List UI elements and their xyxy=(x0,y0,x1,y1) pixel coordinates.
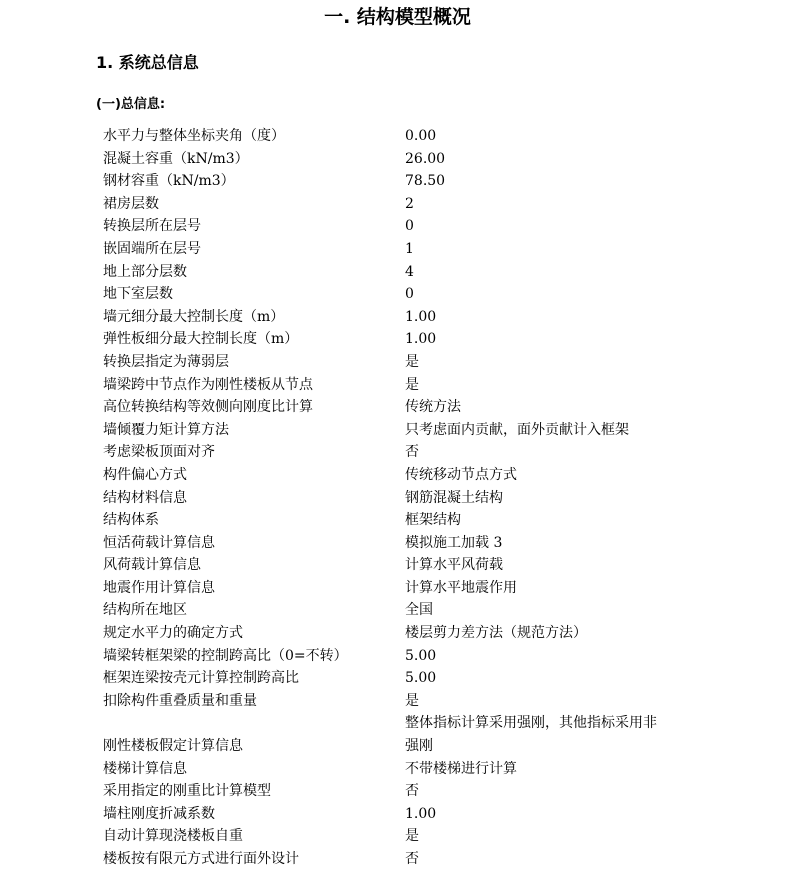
info-label: 墙梁跨中节点作为刚性楼板从节点 xyxy=(103,376,313,393)
info-label: 转换层指定为薄弱层 xyxy=(103,353,229,370)
info-label: 地下室层数 xyxy=(103,286,173,303)
info-label: 楼梯计算信息 xyxy=(103,760,187,777)
info-value: 否 xyxy=(405,444,419,461)
info-row xyxy=(103,125,723,148)
info-row xyxy=(103,712,723,735)
info-row xyxy=(103,283,723,306)
info-row xyxy=(103,622,723,645)
info-value: 5.00 xyxy=(405,647,437,664)
info-value: 强刚 xyxy=(405,738,433,755)
info-row xyxy=(103,419,723,442)
info-row xyxy=(103,487,723,510)
info-label: 框架连梁按壳元计算控制跨高比 xyxy=(103,670,299,687)
info-row xyxy=(103,351,723,374)
info-row xyxy=(103,803,723,826)
info-value: 2 xyxy=(405,195,414,212)
info-value: 否 xyxy=(405,783,419,800)
info-label: 风荷载计算信息 xyxy=(103,557,201,574)
info-label: 自动计算现浇楼板自重 xyxy=(103,828,243,845)
info-label: 结构体系 xyxy=(103,512,159,529)
info-label: 钢材容重（kN/m3） xyxy=(103,173,235,190)
info-value: 5.00 xyxy=(405,670,437,687)
info-label: 裙房层数 xyxy=(103,195,159,212)
chapter-title: 一. 结构模型概况 xyxy=(324,6,471,28)
info-label: 转换层所在层号 xyxy=(103,218,201,235)
info-value: 整体指标计算采用强刚，其他指标采用非 xyxy=(405,715,657,732)
info-value: 1.00 xyxy=(405,331,437,348)
info-label: 结构所在地区 xyxy=(103,602,187,619)
info-row xyxy=(103,780,723,803)
info-label: 结构材料信息 xyxy=(103,489,187,506)
info-value: 传统移动节点方式 xyxy=(405,466,517,483)
info-row xyxy=(103,690,723,713)
info-row xyxy=(103,577,723,600)
info-value: 1 xyxy=(405,240,414,257)
info-label: 地震作用计算信息 xyxy=(103,579,215,596)
info-value: 是 xyxy=(405,353,419,370)
info-label: 构件偏心方式 xyxy=(103,466,187,483)
info-label: 弹性板细分最大控制长度（m） xyxy=(103,331,299,348)
section-title: 1. 系统总信息 xyxy=(96,53,199,72)
info-row xyxy=(103,374,723,397)
info-label: 规定水平力的确定方式 xyxy=(103,625,243,642)
info-label: 高位转换结构等效侧向刚度比计算 xyxy=(103,399,313,416)
info-value: 楼层剪力差方法（规范方法） xyxy=(405,625,587,642)
info-label: 刚性楼板假定计算信息 xyxy=(103,738,243,755)
info-row xyxy=(103,645,723,668)
info-value: 是 xyxy=(405,376,419,393)
info-label: 墙梁转框架梁的控制跨高比（0=不转） xyxy=(103,647,348,664)
info-row xyxy=(103,599,723,622)
info-value: 传统方法 xyxy=(405,399,461,416)
info-row xyxy=(103,554,723,577)
info-row xyxy=(103,328,723,351)
info-row xyxy=(103,193,723,216)
info-value: 计算水平风荷载 xyxy=(405,557,503,574)
info-value: 全国 xyxy=(405,602,433,619)
info-row xyxy=(103,170,723,193)
info-label: 墙元细分最大控制长度（m） xyxy=(103,308,285,325)
info-label: 恒活荷载计算信息 xyxy=(103,534,215,551)
info-value: 只考虑面内贡献，面外贡献计入框架 xyxy=(405,421,629,438)
info-value: 是 xyxy=(405,828,419,845)
info-label: 考虑梁板顶面对齐 xyxy=(103,444,215,461)
info-row xyxy=(103,215,723,238)
info-value: 4 xyxy=(405,263,414,280)
info-row xyxy=(103,667,723,690)
info-row xyxy=(103,758,723,781)
general-info-list xyxy=(103,125,723,871)
info-label: 楼板按有限元方式进行面外设计 xyxy=(103,851,299,867)
info-row xyxy=(103,306,723,329)
info-value: 否 xyxy=(405,851,419,867)
info-value: 框架结构 xyxy=(405,512,461,529)
info-row xyxy=(103,464,723,487)
info-label: 嵌固端所在层号 xyxy=(103,240,201,257)
info-value: 0.00 xyxy=(405,128,437,144)
info-row xyxy=(103,848,723,871)
info-row xyxy=(103,825,723,848)
info-value: 26.00 xyxy=(405,150,446,167)
info-value: 是 xyxy=(405,692,419,709)
info-label: 混凝土容重（kN/m3） xyxy=(103,150,249,167)
info-value: 钢筋混凝土结构 xyxy=(405,489,503,506)
info-value: 78.50 xyxy=(405,173,446,190)
info-label: 采用指定的刚重比计算模型 xyxy=(103,783,271,800)
info-value: 0 xyxy=(405,218,414,235)
info-label: 水平力与整体坐标夹角（度） xyxy=(103,128,285,144)
info-row xyxy=(103,509,723,532)
info-row xyxy=(103,261,723,284)
info-row xyxy=(103,735,723,758)
info-row xyxy=(103,148,723,171)
info-label: 墙倾覆力矩计算方法 xyxy=(103,421,229,438)
info-row xyxy=(103,396,723,419)
info-label: 扣除构件重叠质量和重量 xyxy=(103,692,257,709)
info-value: 1.00 xyxy=(405,805,437,822)
subsection-title: (一)总信息: xyxy=(96,97,166,112)
info-label: 墙柱刚度折减系数 xyxy=(103,805,215,822)
info-label: 地上部分层数 xyxy=(103,263,187,280)
info-value: 不带楼梯进行计算 xyxy=(405,760,517,777)
info-value: 模拟施工加载 3 xyxy=(405,534,503,551)
info-value: 1.00 xyxy=(405,308,437,325)
info-value: 计算水平地震作用 xyxy=(405,579,517,596)
info-value: 0 xyxy=(405,286,414,303)
info-row xyxy=(103,441,723,464)
info-row xyxy=(103,532,723,555)
info-row xyxy=(103,238,723,261)
